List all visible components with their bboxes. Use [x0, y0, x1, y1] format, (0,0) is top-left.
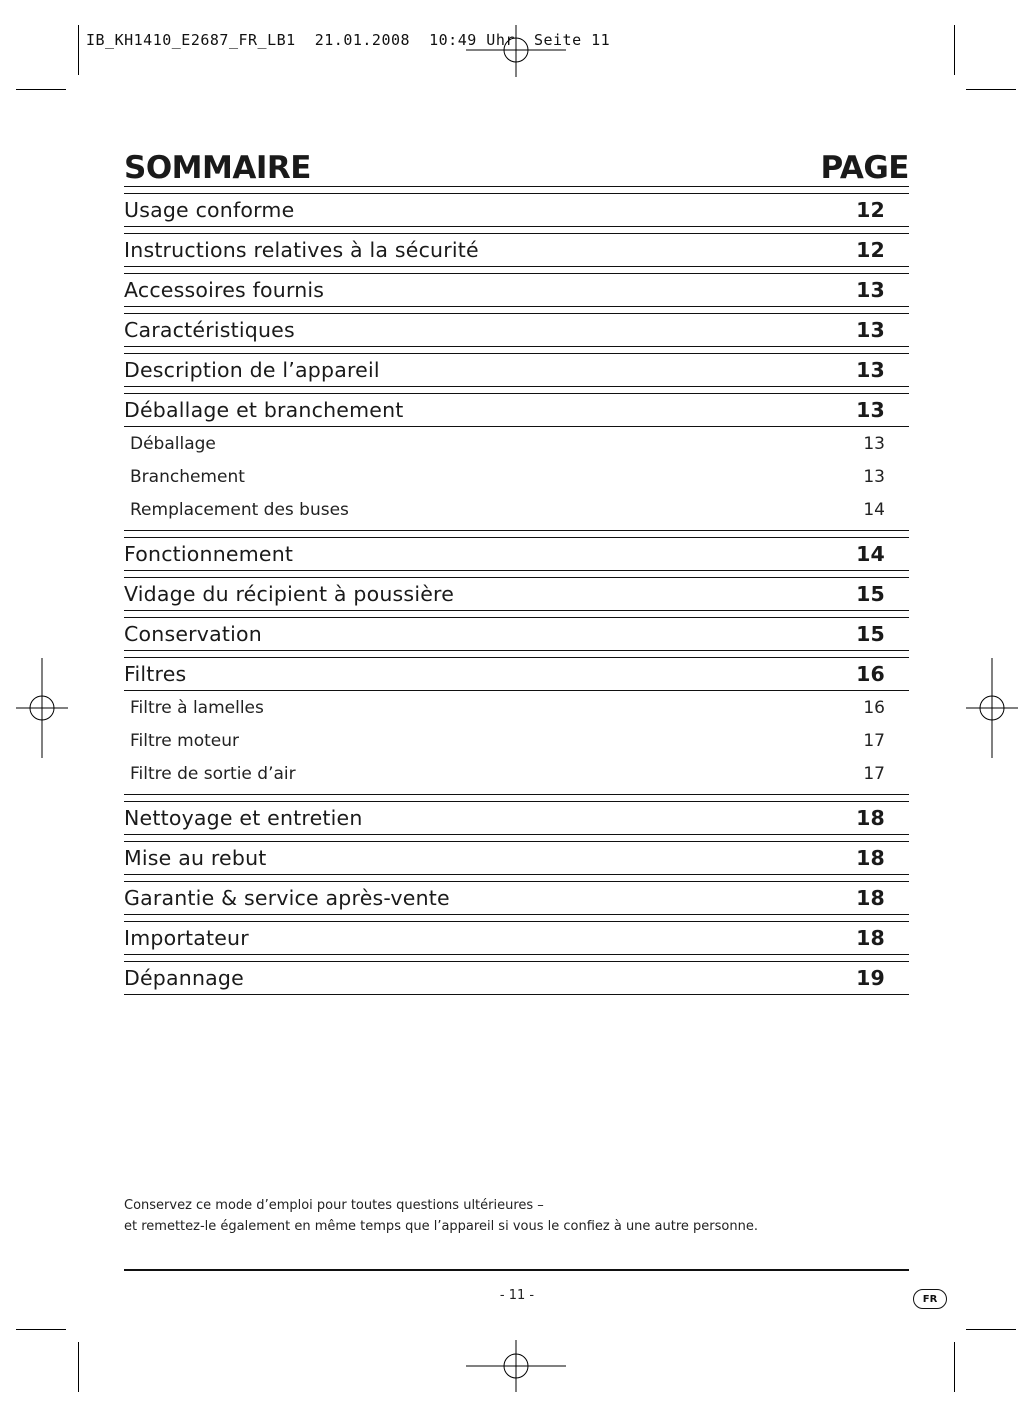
- crop-mark: [966, 1329, 1016, 1330]
- toc-entry-label: Filtres: [124, 662, 187, 686]
- toc-subentry: [124, 691, 909, 724]
- toc-entry: [124, 801, 909, 835]
- toc-entry-label: Description de l’appareil: [124, 358, 380, 382]
- toc-subentry-label: Déballage: [130, 433, 216, 454]
- toc-entry-page: 16: [856, 662, 885, 686]
- toc-entry-label: Importateur: [124, 926, 249, 950]
- toc-entry: [124, 577, 909, 611]
- toc-subentry-label: Filtre moteur: [130, 730, 239, 751]
- toc-entry: [124, 961, 909, 995]
- toc-subentry-page: 17: [863, 730, 885, 751]
- toc-entry-label: Déballage et branchement: [124, 398, 404, 422]
- footer-note-line: et remettez-le également en même temps que l’appareil si vous le confiez à une autre personne.: [124, 1219, 758, 1234]
- toc-entry-page: 18: [856, 886, 885, 910]
- toc-entry: [124, 617, 909, 651]
- registration-mark-left: [16, 658, 68, 758]
- toc-subentry-page: 13: [863, 433, 885, 454]
- toc-subentry-page: 16: [863, 697, 885, 718]
- toc-entry-page: 15: [856, 622, 885, 646]
- toc-entry: [124, 881, 909, 915]
- toc-entry-page: 13: [856, 398, 885, 422]
- page-number: - 11 -: [499, 1288, 535, 1303]
- toc-subentry-label: Filtre de sortie d’air: [130, 763, 296, 784]
- toc-entry: [124, 841, 909, 875]
- toc-entry-page: 13: [856, 358, 885, 382]
- toc-subentry-label: Branchement: [130, 466, 245, 487]
- toc-entry: [124, 353, 909, 387]
- toc-entry-page: 18: [856, 926, 885, 950]
- crop-mark: [16, 1329, 66, 1330]
- toc-entry-page: 18: [856, 806, 885, 830]
- toc-subentry-page: 14: [863, 499, 885, 520]
- toc-entry-label: Instructions relatives à la sécurité: [124, 238, 479, 262]
- toc-page-header: PAGE: [820, 150, 909, 186]
- toc-list: [124, 193, 909, 995]
- crop-mark: [954, 25, 955, 75]
- toc-subentry-page: 13: [863, 466, 885, 487]
- toc-entry: [124, 313, 909, 347]
- toc-entry: [124, 193, 909, 227]
- language-badge: FR: [913, 1289, 947, 1309]
- toc-entry-label: Accessoires fournis: [124, 278, 325, 302]
- toc-header: [124, 148, 909, 187]
- toc-subentry: [124, 427, 909, 460]
- toc-entry-page: 14: [856, 542, 885, 566]
- footer-note-line: Conservez ce mode d’emploi pour toutes questions ultérieures –: [124, 1198, 544, 1213]
- toc-subentry: [124, 493, 909, 526]
- toc-entry-page: 13: [856, 318, 885, 342]
- toc-entry-label: Garantie & service après-vente: [124, 886, 450, 910]
- toc-entry-page: 12: [856, 238, 885, 262]
- toc-entry: [124, 233, 909, 267]
- toc-subentries: [124, 691, 909, 795]
- toc-entry-page: 19: [856, 966, 885, 990]
- toc-entry-label: Usage conforme: [124, 198, 295, 222]
- crop-mark: [16, 89, 66, 90]
- toc-entry-label: Vidage du récipient à poussière: [124, 582, 455, 606]
- toc-entry: [124, 921, 909, 955]
- registration-mark-bottom: [466, 1340, 566, 1392]
- toc-subentry: [124, 460, 909, 493]
- toc-entry-page: 15: [856, 582, 885, 606]
- toc-entry-page: 13: [856, 278, 885, 302]
- crop-mark: [78, 1342, 79, 1392]
- crop-mark: [954, 1342, 955, 1392]
- toc-entry-label: Nettoyage et entretien: [124, 806, 363, 830]
- registration-mark-right: [966, 658, 1018, 758]
- toc-subentry-page: 17: [863, 763, 885, 784]
- registration-mark-top: [466, 25, 566, 77]
- toc-entry: [124, 537, 909, 571]
- toc-entry: [124, 273, 909, 307]
- toc-entry-label: Caractéristiques: [124, 318, 295, 342]
- toc-subentry-label: Filtre à lamelles: [130, 697, 264, 718]
- toc-entry-page: 18: [856, 846, 885, 870]
- crop-mark: [966, 89, 1016, 90]
- toc-entry-label: Dépannage: [124, 966, 244, 990]
- crop-mark: [78, 25, 79, 75]
- toc-entry-label: Fonctionnement: [124, 542, 294, 566]
- table-of-contents: [124, 148, 909, 995]
- toc-subentries: [124, 427, 909, 531]
- footer-note: [124, 1195, 758, 1237]
- toc-subentry-label: Remplacement des buses: [130, 499, 349, 520]
- toc-entry-label: Mise au rebut: [124, 846, 267, 870]
- toc-entry-label: Conservation: [124, 622, 262, 646]
- print-slug: IB_KH1410_E2687_FR_LB1 21.01.2008 10:49 Uhr Seite 11: [86, 31, 611, 49]
- toc-subentry: [124, 724, 909, 757]
- toc-entry: [124, 393, 909, 427]
- footer-divider: [124, 1269, 909, 1271]
- toc-subentry: [124, 757, 909, 790]
- toc-title: SOMMAIRE: [124, 150, 311, 186]
- toc-entry: [124, 657, 909, 691]
- toc-entry-page: 12: [856, 198, 885, 222]
